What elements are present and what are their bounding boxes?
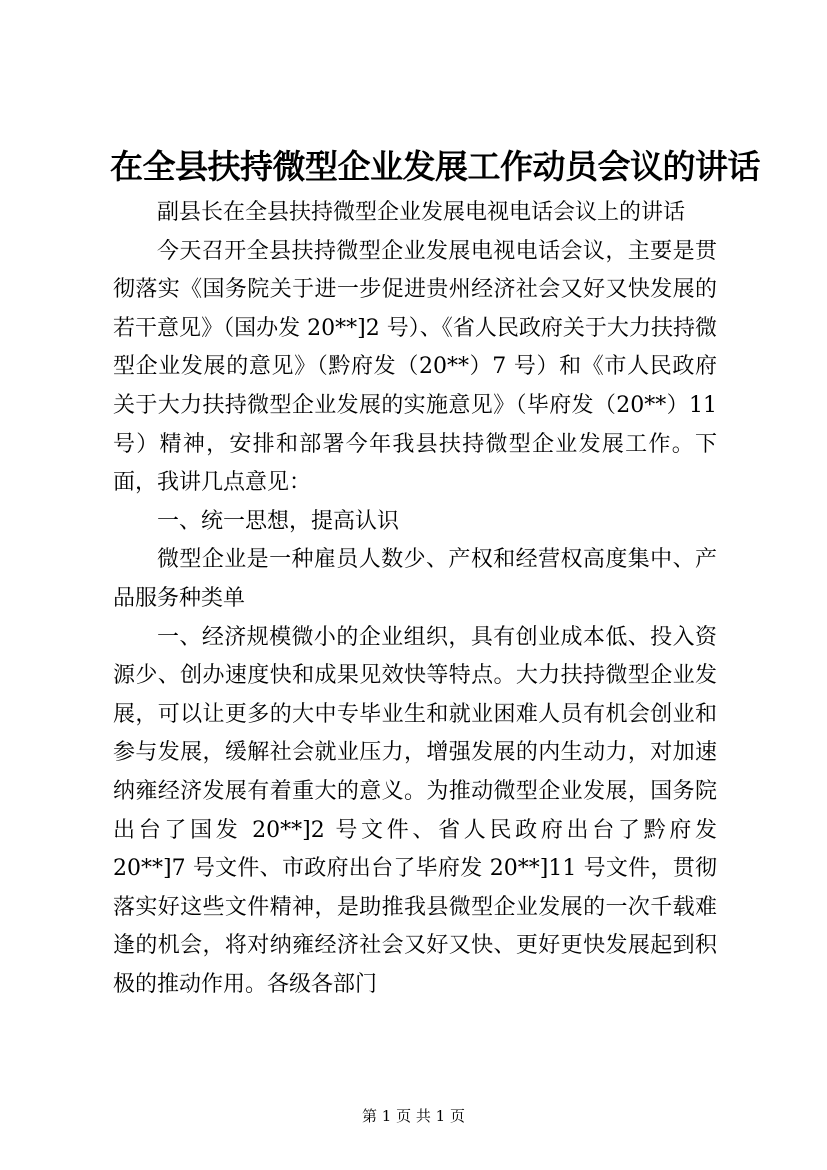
body-paragraph: 一、经济规模微小的企业组织，具有创业成本低、投入资源少、创办速度快和成果见效快等特点。大力扶持微型企业发展，可以让更多的大中专毕业生和就业困难人员有机会创业和参与发展，缓解社会就业压力，增强发展的内生动力，对加速纳雍经济发展有着重大的意义。为推动微型企业发展，国务院出台了国发 20**]2 号文件、省人民政府出台了黔府发 20**]7 号文件、市政府出台了毕府发 20**]11 号文件，贯彻落实好这些文件精神，是助推我县微型企业发展的一次千载难逢的机会，将对纳雍经济社会又好又快、更好更快发展起到积极的推动作用。各级各部门 xyxy=(113,624,717,997)
document-body xyxy=(113,194,717,1004)
subtitle-paragraph: 副县长在全县扶持微型企业发展电视电话会议上的讲话 xyxy=(157,200,686,225)
document-title: 在全县扶持微型企业发展工作动员会议的讲话 xyxy=(110,147,760,186)
page-footer: 第 1 页 共 1 页 xyxy=(362,1107,465,1125)
section-heading: 一、统一思想，提高认识 xyxy=(157,508,400,534)
body-paragraph: 今天召开全县扶持微型企业发展电视电话会议，主要是贯彻落实《国务院关于进一步促进贵州经济社会又好又快发展的若干意见》（国办发 20**]2 号）、《省人民政府关于大力扶持微型企业发展的意见》（黔府发（20**）7 号）和《市人民政府关于大力扶持微型企业发展的实施意见》（毕府发（20**）11 号）精神，安排和部署今年我县扶持微型企业发展工作。下面，我讲几点意见： xyxy=(113,238,717,496)
body-paragraph: 微型企业是一种雇员人数少、产权和经营权高度集中、产品服务种类单 xyxy=(113,547,717,611)
